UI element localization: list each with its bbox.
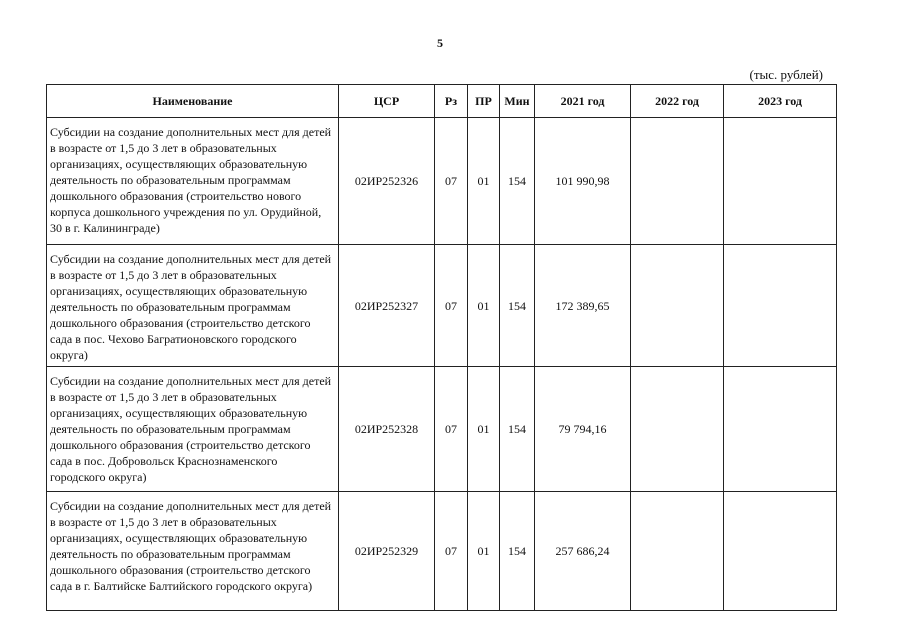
header-name: Наименование [47, 85, 339, 118]
cell-pr: 01 [468, 492, 500, 611]
cell-2022 [631, 245, 724, 367]
cell-pr: 01 [468, 245, 500, 367]
cell-rz: 07 [435, 367, 468, 492]
cell-csr: 02ИР252328 [339, 367, 435, 492]
cell-2023 [724, 492, 837, 611]
cell-min: 154 [500, 118, 535, 245]
cell-min: 154 [500, 367, 535, 492]
cell-name: Субсидии на создание дополнительных мест для детей в возрасте от 1,5 до 3 лет в образовательных организациях, осуществляющих образовательную деятельность по образовательным программам дошкольного образования (строительство нового корпуса дошкольного учреждения по ул. Орудийной, 30 в г. Калининграде) [47, 118, 339, 245]
cell-2022 [631, 118, 724, 245]
header-rz: Рз [435, 85, 468, 118]
cell-2021: 257 686,24 [535, 492, 631, 611]
cell-2021: 172 389,65 [535, 245, 631, 367]
cell-rz: 07 [435, 492, 468, 611]
cell-2022 [631, 492, 724, 611]
cell-name: Субсидии на создание дополнительных мест для детей в возрасте от 1,5 до 3 лет в образовательных организациях, осуществляющих образовательную деятельность по образовательным программам дошкольного образования (строительство детского сада в пос. Чехово Багратионовского городского округа) [47, 245, 339, 367]
units-label: (тыс. рублей) [749, 67, 823, 82]
table-row [47, 118, 837, 245]
cell-csr: 02ИР252326 [339, 118, 435, 245]
cell-2023 [724, 245, 837, 367]
cell-csr: 02ИР252329 [339, 492, 435, 611]
page-number: 5 [437, 36, 443, 50]
cell-2021: 79 794,16 [535, 367, 631, 492]
table-row [47, 367, 837, 492]
cell-min: 154 [500, 245, 535, 367]
cell-2021: 101 990,98 [535, 118, 631, 245]
header-2021: 2021 год [535, 85, 631, 118]
cell-rz: 07 [435, 118, 468, 245]
cell-2023 [724, 118, 837, 245]
cell-pr: 01 [468, 367, 500, 492]
header-min: Мин [500, 85, 535, 118]
table-row [47, 245, 837, 367]
cell-2022 [631, 367, 724, 492]
cell-min: 154 [500, 492, 535, 611]
cell-pr: 01 [468, 118, 500, 245]
cell-csr: 02ИР252327 [339, 245, 435, 367]
header-pr: ПР [468, 85, 500, 118]
table-row [47, 492, 837, 611]
header-2022: 2022 год [631, 85, 724, 118]
cell-2023 [724, 367, 837, 492]
budget-table [46, 84, 837, 611]
header-2023: 2023 год [724, 85, 837, 118]
table-header-row [47, 85, 837, 118]
cell-rz: 07 [435, 245, 468, 367]
header-csr: ЦСР [339, 85, 435, 118]
cell-name: Субсидии на создание дополнительных мест для детей в возрасте от 1,5 до 3 лет в образовательных организациях, осуществляющих образовательную деятельность по образовательным программам дошкольного образования (строительство детского сада в пос. Добровольск Краснознаменского городского округа) [47, 367, 339, 492]
cell-name: Субсидии на создание дополнительных мест для детей в возрасте от 1,5 до 3 лет в образовательных организациях, осуществляющих образовательную деятельность по образовательным программам дошкольного образования (строительство детского сада в г. Балтийске Балтийского городского округа) [47, 492, 339, 611]
